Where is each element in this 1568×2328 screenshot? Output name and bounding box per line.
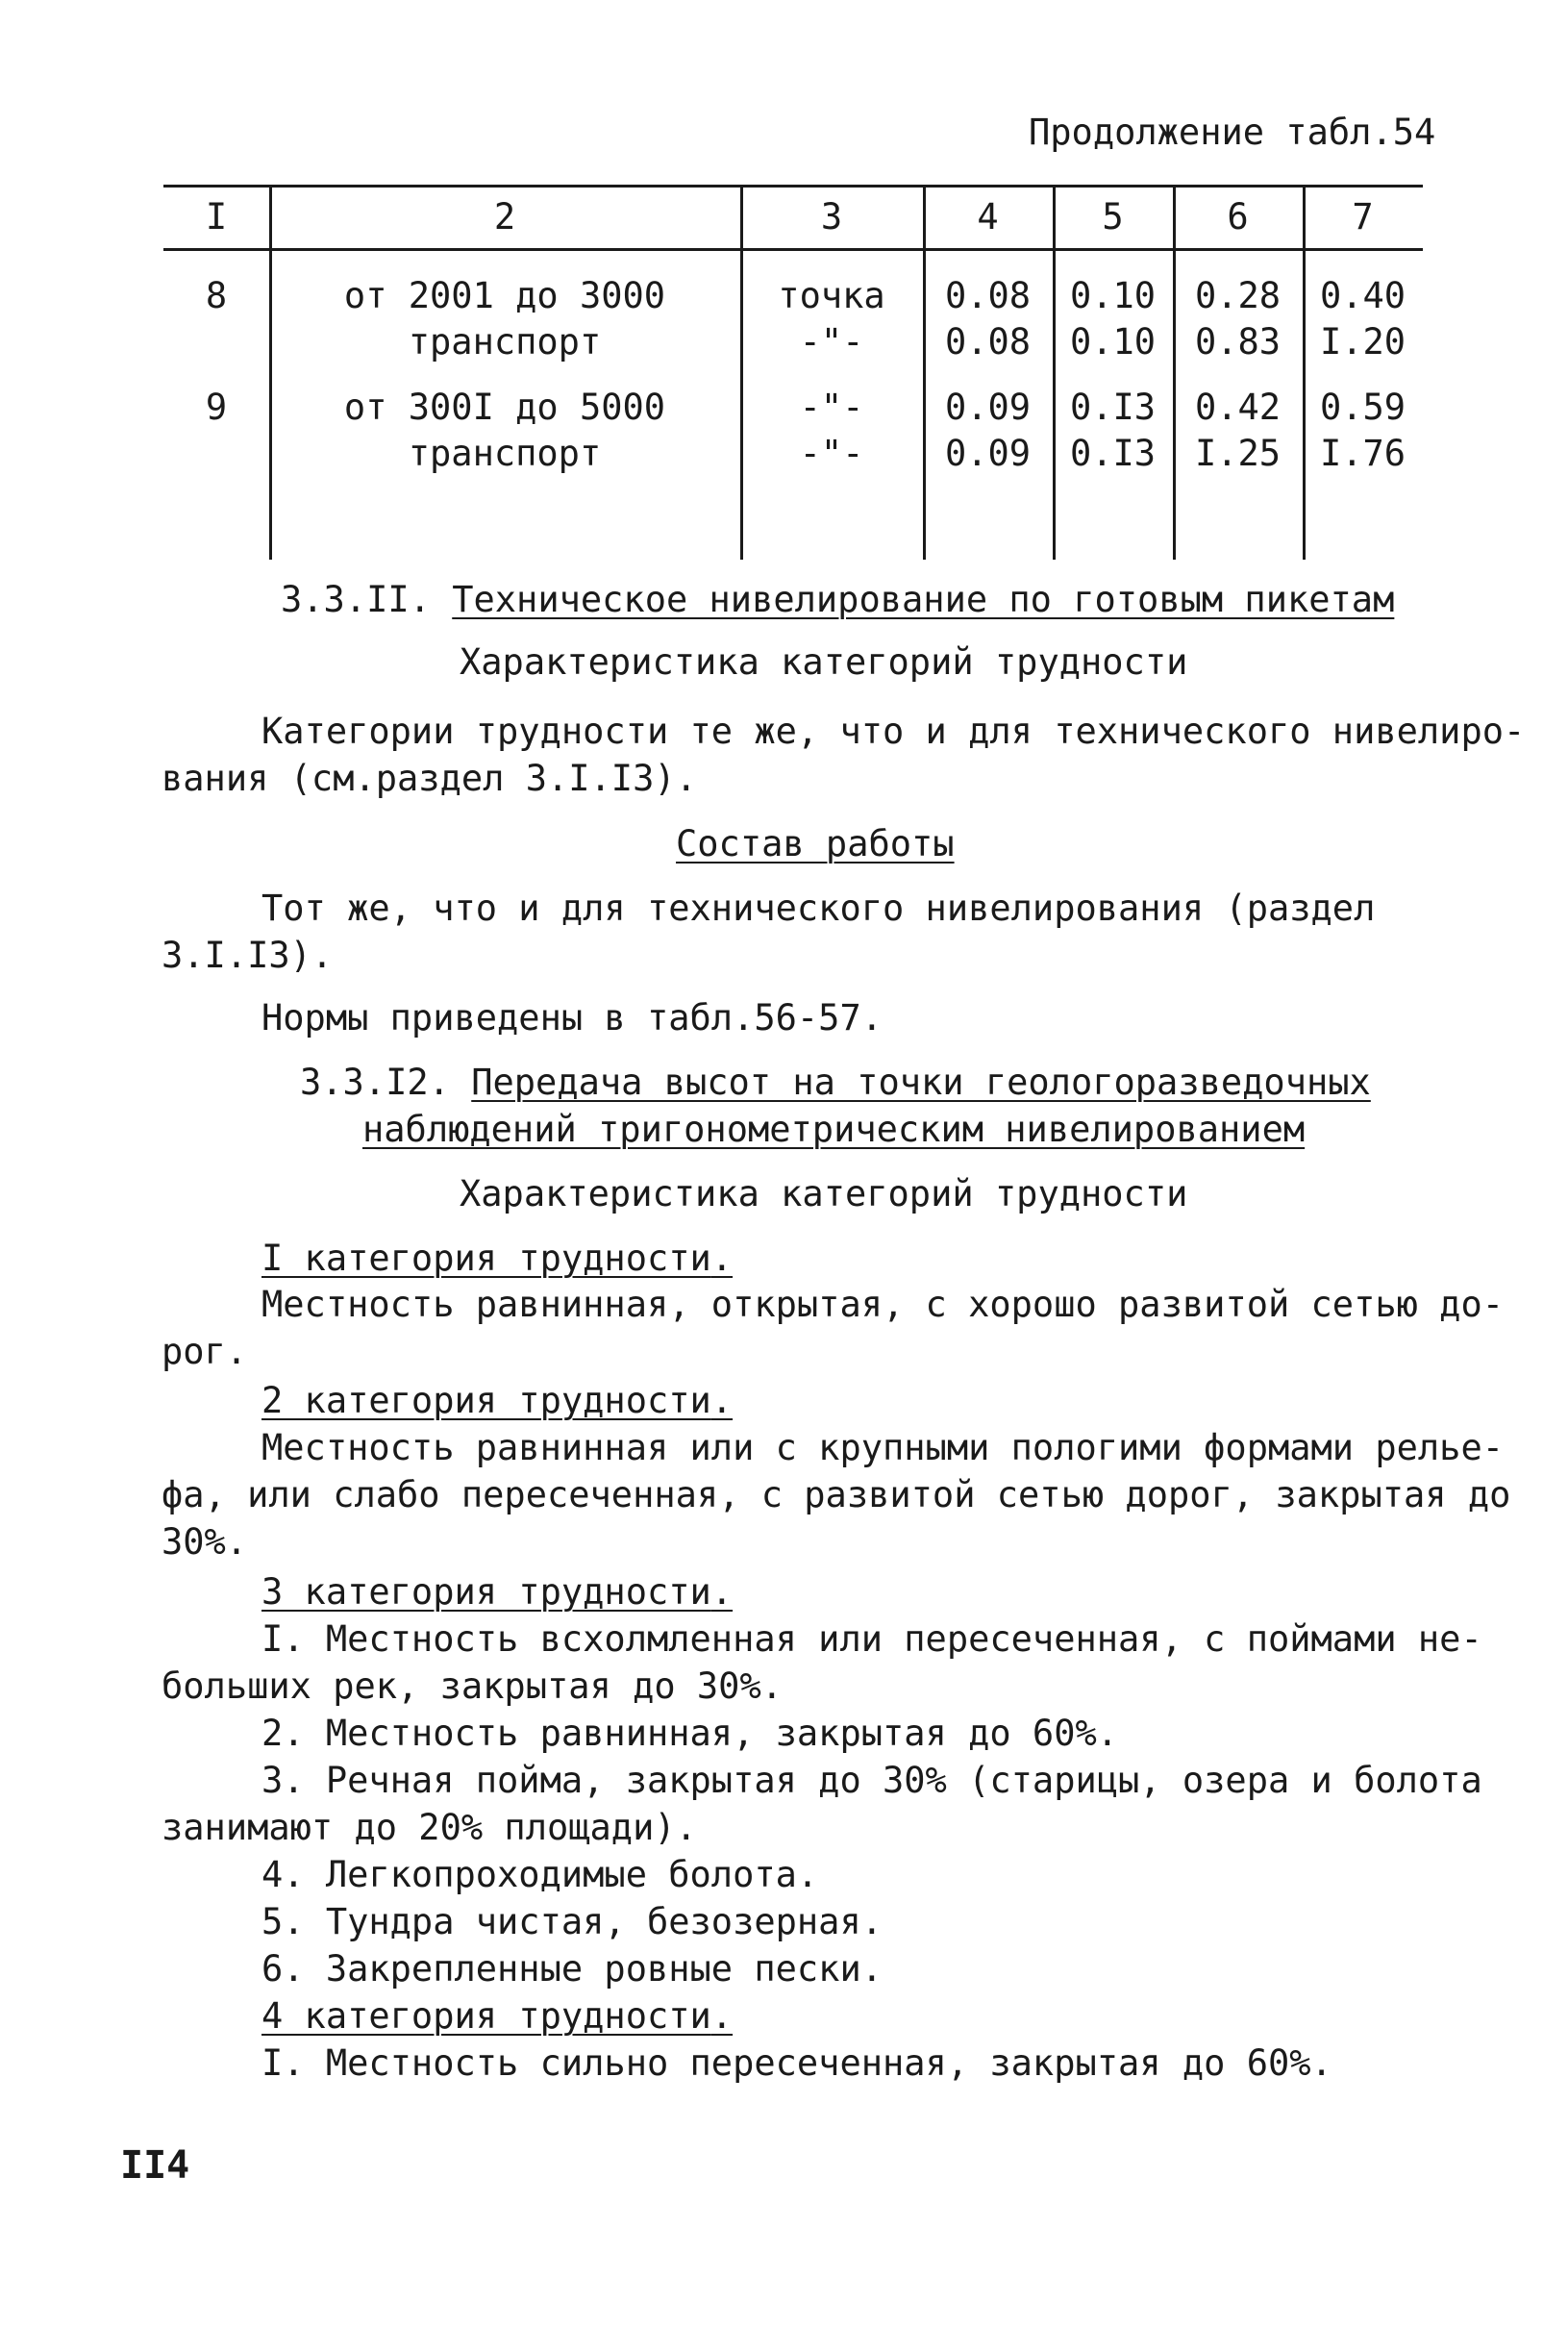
table-cell: -"-: [799, 433, 864, 474]
row-number: 9: [205, 387, 228, 428]
table-cell: -"-: [799, 387, 864, 428]
paragraph-line: Местность равнинная или с крупными пологими формами релье-: [261, 1427, 1505, 1468]
paragraph-line: Нормы приведены в табл.56-57.: [261, 997, 884, 1039]
section-title-cont: наблюдений тригонометрическим нивелированием: [362, 1109, 1306, 1150]
table-cell: 0.09: [944, 433, 1032, 474]
table-cell: 0.I3: [1069, 387, 1157, 428]
table-cell: 0.10: [1069, 275, 1157, 316]
col-divider: [740, 185, 743, 560]
col-header: 6: [1227, 196, 1249, 238]
col-header: 3: [820, 196, 843, 238]
col-divider: [1303, 185, 1306, 560]
paragraph-line: Местность равнинная, открытая, с хорошо развитой сетью до-: [261, 1284, 1505, 1325]
table-cell: 0.10: [1069, 321, 1157, 363]
table-cell: 0.I3: [1069, 433, 1157, 474]
table-top-rule: [163, 185, 1423, 188]
paragraph-line: фа, или слабо пересеченная, с развитой сетью дорог, закрытая до: [162, 1474, 1511, 1515]
section-number: 3.3.I2.: [300, 1062, 450, 1103]
paragraph-line: Тот же, что и для технического нивелирования (раздел: [261, 888, 1376, 929]
col-header: 4: [977, 196, 999, 238]
table-cell: транспорт: [408, 321, 602, 363]
table-cell: I.20: [1319, 321, 1406, 363]
list-item: 4. Легкопроходимые болота.: [261, 1854, 819, 1895]
category-heading: 2 категория трудности.: [261, 1380, 734, 1421]
section-subtitle: Характеристика категорий трудности: [460, 1173, 1188, 1214]
paragraph-line: вания (см.раздел 3.I.I3).: [162, 758, 697, 799]
table-cell: транспорт: [408, 433, 602, 474]
table-header-rule: [163, 248, 1423, 251]
row-number: 8: [205, 275, 228, 316]
list-item-cont: занимают до 20% площади).: [162, 1807, 697, 1848]
col-divider: [269, 185, 272, 560]
table-cell: 0.28: [1194, 275, 1282, 316]
list-item: 3. Речная пойма, закрытая до 30% (старицы, озера и болота: [261, 1760, 1482, 1801]
col-divider: [1053, 185, 1056, 560]
continuation-label: Продолжение табл.54: [1029, 112, 1436, 153]
page-number: II4: [120, 2143, 190, 2188]
section-subtitle: Характеристика категорий трудности: [460, 641, 1188, 683]
table-cell: от 300I до 5000: [343, 387, 666, 428]
col-header: 5: [1102, 196, 1124, 238]
list-item: 5. Тундра чистая, безозерная.: [261, 1901, 884, 1942]
table-cell: 0.83: [1194, 321, 1282, 363]
section-title: Техническое нивелирование по готовым пикетам: [452, 579, 1395, 620]
table-cell: точка: [778, 275, 885, 316]
paragraph-line: 30%.: [162, 1521, 248, 1563]
list-item: I. Местность всхолмленная или пересеченная, с поймами не-: [261, 1618, 1482, 1660]
composition-heading: Состав работы: [676, 823, 955, 864]
col-header: 2: [493, 196, 516, 238]
list-item-cont: больших рек, закрытая до 30%.: [162, 1665, 784, 1707]
category-heading: I категория трудности.: [261, 1238, 734, 1279]
col-header: I: [205, 196, 228, 238]
col-header: 7: [1352, 196, 1374, 238]
table-cell: I.76: [1319, 433, 1406, 474]
col-divider: [923, 185, 926, 560]
category-heading: 3 категория трудности.: [261, 1571, 734, 1613]
section-number: 3.3.II.: [281, 579, 431, 620]
section-heading: [300, 1060, 1371, 1106]
table-cell: 0.09: [944, 387, 1032, 428]
table-cell: от 2001 до 3000: [343, 275, 666, 316]
paragraph-line: рог.: [162, 1331, 248, 1372]
paragraph-line: 3.I.I3).: [162, 935, 334, 976]
table-cell: -"-: [799, 321, 864, 363]
table-cell: 0.42: [1194, 387, 1282, 428]
table-cell: 0.08: [944, 321, 1032, 363]
list-item: 6. Закрепленные ровные пески.: [261, 1948, 884, 1990]
col-divider: [1173, 185, 1176, 560]
table-cell: 0.08: [944, 275, 1032, 316]
data-table: [163, 185, 1423, 560]
list-item: 2. Местность равнинная, закрытая до 60%.: [261, 1713, 1119, 1754]
table-cell: 0.40: [1319, 275, 1406, 316]
section-heading: [281, 577, 1394, 623]
paragraph-line: Категории трудности те же, что и для технического нивелиро-: [261, 711, 1526, 752]
list-item: I. Местность сильно пересеченная, закрытая до 60%.: [261, 2042, 1332, 2084]
category-heading: 4 категория трудности.: [261, 1995, 734, 2037]
table-cell: I.25: [1194, 433, 1282, 474]
section-title: Передача высот на точки геологоразведочных: [471, 1062, 1371, 1103]
table-cell: 0.59: [1319, 387, 1406, 428]
